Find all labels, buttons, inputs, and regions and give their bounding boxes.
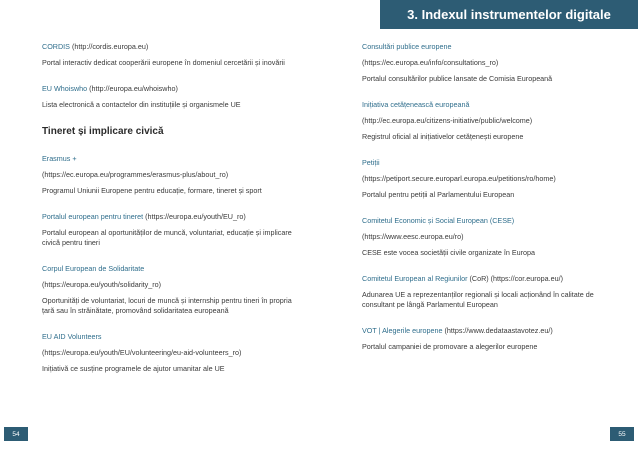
list-item <box>362 158 600 200</box>
list-item <box>362 42 600 84</box>
eesc-description: CESE este vocea societății civile organizate în Europa <box>362 248 535 257</box>
list-item <box>362 326 600 352</box>
erasmus-link[interactable]: Erasmus + <box>42 154 77 163</box>
page-number-left: 54 <box>4 427 28 441</box>
aid-volunteers-link[interactable]: EU AID Volunteers <box>42 332 102 341</box>
petitions-description: Portalul pentru petiții al Parlamentului European <box>362 190 515 199</box>
list-item <box>362 274 600 310</box>
whoiswho-url: (http://europa.eu/whoiswho) <box>87 84 178 93</box>
cor-description: Adunarea UE a reprezentanților regionali și locali acționând în calitate de consultant pe lângă Parlamentul European <box>362 290 594 309</box>
citizens-initiative-link[interactable]: Inițiativa cetățenească europeană <box>362 100 470 109</box>
erasmus-description: Programul Uniunii Europene pentru educație, formare, tineret și sport <box>42 186 262 195</box>
petitions-link[interactable]: Petiții <box>362 158 380 167</box>
cordis-link[interactable]: CORDIS <box>42 42 70 51</box>
vote-link[interactable]: VOT | Alegerile europene <box>362 326 443 335</box>
list-item <box>42 264 294 316</box>
solidarity-corps-url: (https://europa.eu/youth/solidarity_ro) <box>42 280 162 289</box>
youth-portal-description: Portalul european al oportunităților de muncă, voluntariat, educație și implicare civică pentru tineri <box>42 228 292 247</box>
citizens-initiative-description: Registrul oficial al inițiativelor cetățenești europene <box>362 132 524 141</box>
consultations-link[interactable]: Consultări publice europene <box>362 42 452 51</box>
cordis-description: Portal interactiv dedicat cooperării europene în domeniul cercetării și inovării <box>42 58 285 67</box>
list-item <box>362 216 600 258</box>
list-item <box>42 212 294 248</box>
vote-description: Portalul campaniei de promovare a alegerilor europene <box>362 342 538 351</box>
cor-url: (CoR) (https://cor.europa.eu/) <box>467 274 563 283</box>
eesc-url: (https://www.eesc.europa.eu/ro) <box>362 232 464 241</box>
list-item <box>42 332 294 374</box>
whoiswho-link[interactable]: EU Whoiswho <box>42 84 88 93</box>
section-title-banner <box>380 0 638 29</box>
page-title: 3. Indexul instrumentelor digitale <box>407 7 611 22</box>
petitions-url: (https://petiport.secure.europarl.europa.eu/petitions/ro/home) <box>362 174 556 183</box>
vote-url: (https://www.dedataastavotez.eu/) <box>442 326 553 335</box>
citizens-initiative-url: (http://ec.europa.eu/citizens-initiative/public/welcome) <box>362 116 533 125</box>
list-item <box>362 100 600 142</box>
cor-link[interactable]: Comitetul European al Regiunilor <box>362 274 468 283</box>
solidarity-corps-link[interactable]: Corpul European de Solidaritate <box>42 264 145 273</box>
eesc-link[interactable]: Comitetul Economic și Social European (CESE) <box>362 216 515 225</box>
aid-volunteers-description: Inițiativă ce susține programele de ajutor umanitar ale UE <box>42 364 225 373</box>
consultations-description: Portalul consultărilor publice lansate de Comisia Europeană <box>362 74 553 83</box>
right-column <box>362 42 600 368</box>
list-item <box>42 42 294 68</box>
aid-volunteers-url: (https://europa.eu/youth/EU/volunteering/eu-aid-volunteers_ro) <box>42 348 242 357</box>
whoiswho-description: Lista electronică a contactelor din instituțiile și organismele UE <box>42 100 241 109</box>
section-heading: Tineret și implicare civică <box>42 126 164 137</box>
list-item <box>42 154 294 196</box>
page-number-right: 55 <box>610 427 634 441</box>
left-column <box>42 42 294 390</box>
youth-portal-url: (https://europa.eu/youth/EU_ro) <box>143 212 246 221</box>
youth-portal-link[interactable]: Portalul european pentru tineret <box>42 212 144 221</box>
cordis-url: (http://cordis.europa.eu) <box>69 42 149 51</box>
erasmus-url: (https://ec.europa.eu/programmes/erasmus-plus/about_ro) <box>42 170 229 179</box>
consultations-url: (https://ec.europa.eu/info/consultations_ro) <box>362 58 499 67</box>
solidarity-corps-description: Oportunități de voluntariat, locuri de muncă și internship pentru tineri în propria țară sau în străinătate, promovând solidaritatea europeană <box>42 296 292 315</box>
list-item <box>42 84 294 110</box>
